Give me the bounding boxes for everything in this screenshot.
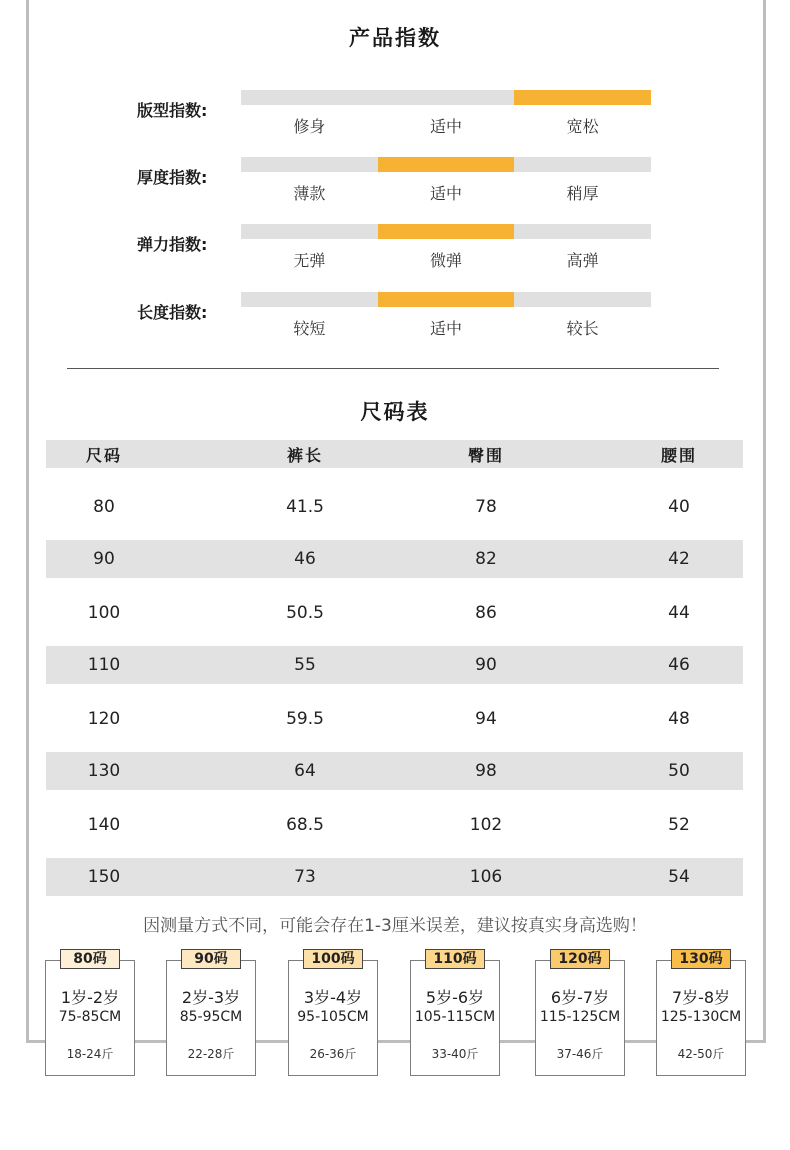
index-segment [241, 224, 378, 239]
table-cell: 98 [475, 761, 497, 781]
index-option-label: 无弹 [293, 251, 326, 270]
size-card-age: 6岁-7岁 [550, 988, 610, 1007]
index-option-label: 高弹 [566, 251, 599, 270]
index-options [241, 316, 651, 339]
table-row [46, 700, 743, 738]
size-card-tag: 100码 [303, 949, 363, 969]
index-label: 长度指数: [137, 303, 208, 322]
header-waist: 腰围 [660, 445, 697, 465]
index-bar [241, 90, 651, 105]
size-card-tag: 120码 [550, 949, 610, 969]
index-option-label: 适中 [430, 184, 463, 203]
table-cell: 150 [87, 867, 121, 887]
table-cell: 140 [87, 815, 121, 835]
size-card-height: 125-130CM [660, 1009, 742, 1025]
size-card-height: 85-95CM [179, 1009, 243, 1025]
table-cell: 68.5 [286, 815, 324, 835]
table-cell: 48 [668, 709, 690, 729]
table-cell: 44 [668, 603, 690, 623]
header-hip: 臀围 [467, 445, 504, 465]
table-cell: 50 [668, 761, 690, 781]
size-card-height: 105-115CM [414, 1009, 496, 1025]
size-card-age: 7岁-8岁 [671, 988, 731, 1007]
table-cell: 80 [93, 497, 115, 517]
table-cell: 106 [469, 867, 503, 887]
table-cell: 94 [475, 709, 497, 729]
index-options [241, 114, 651, 137]
frame-bottom-border [26, 1040, 766, 1043]
size-card-age: 3岁-4岁 [303, 988, 363, 1007]
table-cell: 54 [668, 867, 690, 887]
table-cell: 90 [93, 549, 115, 569]
size-chart-header [46, 440, 743, 468]
index-row [0, 157, 790, 217]
size-card-weight: 18-24斤 [66, 1047, 114, 1061]
table-cell: 82 [475, 549, 497, 569]
size-card-tag: 90码 [181, 949, 241, 969]
table-row [46, 488, 743, 526]
size-card-weight: 37-46斤 [556, 1047, 604, 1061]
product-index-title: 产品指数 [349, 26, 441, 50]
table-cell: 46 [668, 655, 690, 675]
table-cell: 110 [87, 655, 121, 675]
table-cell: 41.5 [286, 497, 324, 517]
table-cell: 40 [668, 497, 690, 517]
table-row [46, 806, 743, 844]
index-segment-selected [378, 292, 515, 307]
size-card-age: 5岁-6岁 [425, 988, 485, 1007]
size-card-age: 1岁-2岁 [60, 988, 120, 1007]
index-row [0, 292, 790, 352]
index-row [0, 90, 790, 150]
index-row [0, 224, 790, 284]
table-cell: 59.5 [286, 709, 324, 729]
table-cell: 64 [294, 761, 316, 781]
size-card [288, 951, 378, 1076]
index-segment-selected [378, 157, 515, 172]
table-cell: 55 [294, 655, 316, 675]
header-size: 尺码 [85, 445, 122, 465]
table-cell: 52 [668, 815, 690, 835]
index-options [241, 181, 651, 204]
table-row [46, 858, 743, 896]
table-cell: 50.5 [286, 603, 324, 623]
header-pants-length: 裤长 [286, 445, 323, 465]
index-option-label: 宽松 [566, 117, 599, 136]
size-card-tag: 110码 [425, 949, 485, 969]
size-card-height: 75-85CM [58, 1009, 122, 1025]
table-row [46, 594, 743, 632]
table-cell: 102 [469, 815, 503, 835]
index-segment [241, 157, 378, 172]
table-cell: 73 [294, 867, 316, 887]
size-card [656, 951, 746, 1076]
size-card-age: 2岁-3岁 [181, 988, 241, 1007]
size-card-tag: 130码 [671, 949, 731, 969]
size-card-weight: 42-50斤 [677, 1047, 725, 1061]
size-card [166, 951, 256, 1076]
index-segment [241, 90, 378, 105]
index-option-label: 薄款 [293, 184, 326, 203]
size-card-tag: 80码 [60, 949, 120, 969]
index-label: 弹力指数: [137, 235, 208, 254]
index-label: 版型指数: [137, 101, 208, 120]
index-option-label: 较短 [293, 319, 326, 338]
index-bar [241, 292, 651, 307]
size-card-weight: 26-36斤 [309, 1047, 357, 1061]
index-segment [514, 292, 651, 307]
size-card [410, 951, 500, 1076]
size-card-height: 115-125CM [539, 1009, 621, 1025]
index-option-label: 修身 [293, 117, 326, 136]
index-segment [241, 292, 378, 307]
size-card [45, 951, 135, 1076]
index-options [241, 248, 651, 271]
index-bar [241, 157, 651, 172]
table-cell: 120 [87, 709, 121, 729]
index-bar [241, 224, 651, 239]
index-option-label: 适中 [430, 319, 463, 338]
size-chart-title: 尺码表 [360, 400, 430, 424]
table-row [46, 752, 743, 790]
size-card [535, 951, 625, 1076]
table-row [46, 646, 743, 684]
index-segment [514, 157, 651, 172]
index-segment-selected [514, 90, 651, 105]
table-cell: 86 [475, 603, 497, 623]
index-option-label: 较长 [566, 319, 599, 338]
index-segment-selected [378, 224, 515, 239]
table-cell: 130 [87, 761, 121, 781]
size-card-weight: 33-40斤 [431, 1047, 479, 1061]
table-row [46, 540, 743, 578]
size-card-height: 95-105CM [297, 1009, 369, 1025]
table-cell: 46 [294, 549, 316, 569]
index-segment [378, 90, 515, 105]
size-card-weight: 22-28斤 [187, 1047, 235, 1061]
measurement-note: 因测量方式不同，可能会存在1-3厘米误差，建议按真实身高选购！ [143, 916, 647, 936]
index-option-label: 稍厚 [566, 184, 599, 203]
index-option-label: 微弹 [430, 251, 463, 270]
index-segment [514, 224, 651, 239]
table-cell: 78 [475, 497, 497, 517]
table-cell: 42 [668, 549, 690, 569]
section-divider [67, 368, 719, 369]
index-option-label: 适中 [430, 117, 463, 136]
index-label: 厚度指数: [137, 168, 208, 187]
table-cell: 90 [475, 655, 497, 675]
table-cell: 100 [87, 603, 121, 623]
